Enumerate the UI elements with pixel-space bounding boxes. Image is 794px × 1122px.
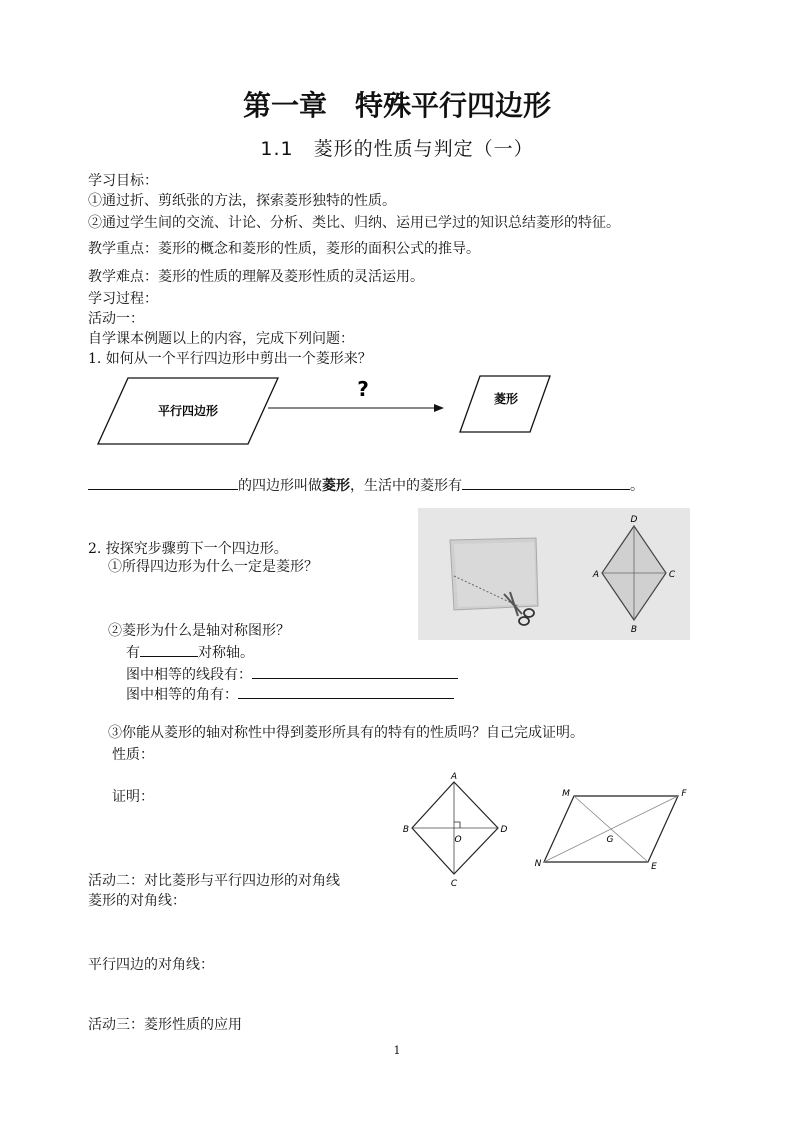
- label-m: M: [562, 789, 570, 799]
- parallelogram-label: 平行四边形: [157, 404, 219, 418]
- axis-count-blank[interactable]: [140, 642, 198, 657]
- equal-angles-line: [126, 684, 454, 704]
- process-heading: 学习过程：: [88, 291, 158, 307]
- definition-term: 菱形: [322, 478, 350, 494]
- activity3-heading: 活动三：菱形性质的应用: [88, 1017, 242, 1033]
- definition-tail: ，生活中的菱形有: [350, 478, 462, 494]
- equal-angles-blank[interactable]: [238, 684, 454, 699]
- parallelogram-mfen-figure: [530, 782, 700, 894]
- question-2-sub-1: ①所得四边形为什么一定是菱形？: [108, 559, 318, 575]
- activity1-heading: 活动一：: [88, 311, 144, 327]
- diagonal-fn: [544, 796, 678, 862]
- rhombus-diagonals-label: 菱形的对角线：: [88, 893, 186, 909]
- definition-blank-1[interactable]: [88, 475, 238, 490]
- label-o: O: [454, 835, 462, 845]
- question-2-sub-2: ②菱形为什么是轴对称图形？: [108, 623, 290, 639]
- parallelogram-diagonals-label: 平行四边的对角线：: [88, 957, 214, 973]
- definition-mid: 的四边形叫做: [238, 478, 322, 494]
- objective-1: ①通过折、剪纸张的方法，探索菱形独特的性质。: [88, 193, 396, 209]
- equal-segments-line: [126, 664, 458, 684]
- label-b: B: [630, 625, 638, 635]
- label-g: G: [606, 835, 614, 845]
- page-number: 1: [393, 1044, 401, 1057]
- teaching-focus: 教学重点：菱形的概念和菱形的性质，菱形的面积公式的推导。: [88, 241, 480, 257]
- equal-angles-label: 图中相等的角有：: [126, 687, 238, 703]
- label-a: A: [450, 772, 458, 782]
- axis-suffix: 对称轴。: [198, 645, 254, 661]
- label-d: D: [500, 825, 508, 835]
- activity2-heading: 活动二：对比菱形与平行四边形的对角线: [88, 873, 340, 889]
- question-1: 1. 如何从一个平行四边形中剪出一个菱形来？: [88, 351, 372, 367]
- label-f: F: [681, 789, 687, 799]
- definition-end: 。: [630, 478, 644, 494]
- question-2: 2. 按探究步骤剪下一个四边形。: [88, 541, 288, 557]
- question-mark: ?: [357, 377, 369, 401]
- equal-segments-blank[interactable]: [252, 664, 458, 679]
- label-c: C: [450, 879, 458, 889]
- teaching-difficulty: 教学难点：菱形的性质的理解及菱形性质的灵活运用。: [88, 269, 424, 285]
- rhombus-label: 菱形: [493, 392, 519, 406]
- label-n: N: [534, 859, 542, 869]
- question-2-sub-3: ③你能从菱形的轴对称性中得到菱形所具有的特有的性质吗？自己完成证明。: [108, 725, 584, 741]
- equal-segments-label: 图中相等的线段有：: [126, 667, 252, 683]
- label-a: A: [592, 570, 600, 580]
- label-d: D: [630, 515, 638, 525]
- rhombus-aodc-figure: [400, 770, 512, 892]
- label-c: C: [668, 570, 676, 580]
- right-angle-mark: [454, 822, 460, 828]
- objective-2: ②通过学生间的交流、计论、分析、类比、归纳、运用已学过的知识总结菱形的特征。: [88, 215, 620, 231]
- arrow-head: [434, 404, 444, 412]
- label-e: E: [651, 862, 657, 872]
- property-label: 性质：: [112, 747, 154, 763]
- definition-blank-2[interactable]: [462, 475, 630, 490]
- folding-figure: [418, 508, 690, 640]
- axis-prefix: 有: [126, 645, 140, 661]
- chapter-title: 第一章 特殊平行四边形: [242, 89, 551, 122]
- objectives-heading: 学习目标：: [88, 173, 158, 189]
- label-b: B: [402, 825, 410, 835]
- lesson-title: 1.1 菱形的性质与判定（一）: [260, 138, 534, 160]
- definition-line: [88, 475, 644, 495]
- axis-line: [126, 642, 254, 662]
- activity1-instruction: 自学课本例题以上的内容，完成下列问题：: [88, 331, 354, 347]
- cut-rhombus-diagram: [88, 370, 568, 450]
- proof-label: 证明：: [112, 789, 154, 805]
- paper-face: [454, 542, 536, 607]
